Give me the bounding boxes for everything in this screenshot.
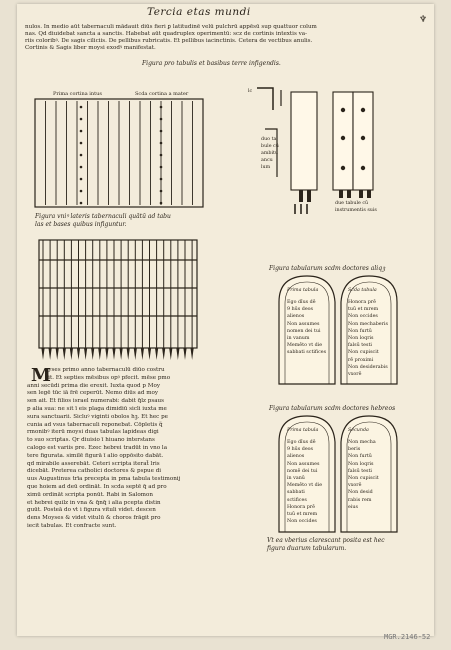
plank-note-line: instrumentis suis: [335, 208, 377, 213]
plank-pegs-illustration: [293, 202, 317, 218]
fence-spike: [169, 348, 172, 360]
tablet-line: Non cupiscit: [348, 476, 379, 481]
body-line: guūt. Posteā do vt i figura vituli videt. descen: [27, 507, 156, 514]
wall-label-right: Scda cortina a mater: [135, 91, 189, 97]
tablet-line: Non furtū: [348, 328, 372, 334]
base-note-line: duo ta: [261, 137, 277, 142]
tablet-line: sctifices: [287, 497, 307, 503]
fence-spike: [127, 348, 130, 360]
body-line: uus Augustinus trīa precepta in pma tabula testimonij: [27, 476, 181, 483]
fence-spike: [155, 348, 158, 360]
body-line: dicebāt. Preterea catholici doctores & pspue di: [27, 468, 162, 475]
fence-spike: [134, 348, 137, 360]
body-line: to suo scriptas. Qr diuisio ī hiuano interstans: [27, 437, 155, 444]
body-line: anni secūdi prima die erexit. Iuxta quod p Moy: [27, 382, 160, 389]
wall-peg: [160, 142, 163, 145]
tablet-line: nomen dei tui: [287, 328, 321, 334]
tablet-heading: Scda tabula: [348, 288, 377, 293]
figure-title: Figura pro tabulis et basibus terre infigendis.: [142, 60, 281, 67]
tablet-line: Non mechaberis: [348, 321, 388, 327]
fence-spike: [191, 348, 194, 360]
tablet-line: Non loqris: [348, 461, 374, 467]
fence-spike: [120, 348, 123, 360]
drop-cap: M: [31, 365, 51, 386]
body-line: que hoiem ad deū ordināt. In scda septē q̄ ad pro: [27, 484, 167, 490]
tablet-line: Non assumes: [287, 321, 320, 327]
body-line: calogo est variis pre. Ezec hebrei tradūt in vno la: [27, 445, 168, 451]
fence-spike: [141, 348, 144, 360]
body-line: iecit tabulas. Et confracte sunt.: [27, 523, 117, 529]
wall-peg: [80, 106, 83, 109]
tablet-line: Non occides: [348, 314, 378, 320]
wall-peg: [80, 190, 83, 193]
caption-tablets: figura duarum tabularum.: [267, 545, 347, 552]
wall-peg: [160, 130, 163, 133]
tablets-figure-title: Figura tabularum scdm doctores aliqꝫ: [269, 265, 386, 272]
tablet-line: Ego dīus dē: [287, 300, 316, 305]
wall-peg: [80, 130, 83, 133]
body-line: oyses primo anno tabernaculū diūo costru: [45, 367, 165, 373]
fence-spike: [98, 348, 101, 360]
wall-label-left: Prima cortina intus: [53, 91, 102, 97]
body-line: et hebrei quilz in vna & q̄nq̄ i alia pcepta distin: [27, 499, 161, 506]
fence-spike: [84, 348, 87, 360]
base-note-line: ancu: [261, 158, 273, 163]
tablet-line: alienos: [287, 454, 305, 460]
wall-peg: [160, 190, 163, 193]
fence-spike: [91, 348, 94, 360]
tablet-line: beris: [348, 447, 361, 453]
body-line: p alia sua: ne sit ī eis plaga dimidiū sicli iuxta me: [27, 406, 167, 412]
tablet-line: Ego dīus dē: [287, 440, 316, 445]
tablet-line: Non mecha: [348, 440, 376, 445]
tablet-line: Non cupiscit: [348, 350, 379, 356]
body-line: dens Moyses & videt vitulū & choros frāgit pro: [27, 515, 161, 522]
tabernacle-wall-illustration: [35, 99, 205, 209]
side-label-mark: lc: [248, 89, 253, 94]
fence-spike: [63, 348, 66, 360]
fence-spike: [112, 348, 115, 360]
tablet-line: Non assumes: [287, 461, 320, 467]
fence-spike: [162, 348, 165, 360]
caption-wall: las et bases quibus infiguntur.: [35, 221, 127, 228]
tablet-line: in vanum: [287, 336, 310, 341]
wall-peg: [160, 154, 163, 157]
running-title: Tercia etas mundi: [147, 6, 251, 18]
tablet-heading: Prima tabula: [287, 288, 319, 293]
fence-spike: [105, 348, 108, 360]
wall-peg: [80, 166, 83, 169]
tablet-line: Honora prē: [287, 504, 315, 510]
wall-peg: [160, 118, 163, 121]
tablet-line: sabbati sctifices: [287, 350, 327, 356]
tablet-line: Non desiderabis: [348, 364, 388, 370]
tablet-line: falsū testi: [348, 468, 372, 474]
wall-peg: [160, 178, 163, 181]
fence-spike: [70, 348, 73, 360]
body-line: qd mirabile asserebāt. Ceteri scripta iterat̄ lris: [27, 460, 160, 467]
fence-spike: [77, 348, 80, 360]
intro-line: Cortinis & Sagis liber moysi exodꝰ manifestat.: [25, 45, 156, 51]
tablet-line: tuū et mrem: [348, 307, 379, 313]
wall-peg: [80, 142, 83, 145]
base-note-line: ambitu: [261, 151, 279, 156]
base-note-line: lum: [261, 165, 271, 170]
tablet-line: rabis rem: [348, 497, 372, 503]
tablet-line: tuū et mrem: [287, 512, 318, 517]
archive-stamp: MGR.2146-52: [384, 633, 431, 641]
tablet-line: 9 hūs deos: [287, 307, 314, 313]
fence-spike: [148, 348, 151, 360]
tablet-line: Memēto vt die: [287, 483, 323, 489]
tablet-line: falsū testi: [348, 343, 372, 349]
intro-line: nas. Qd diuidebat sancta a sanctis. Habebat aūt quadruplex operimentū: scz de cortinis intextis va-: [25, 31, 307, 37]
tablet-line: Non loqris: [348, 336, 374, 341]
body-line: xit. Et septies mēsibus opꝰ pfecit. mēse pmo: [45, 374, 171, 381]
tablet-line: vxorē: [348, 483, 362, 489]
intro-line: nulos. In medio aūt tabernaculi mādauit diūs fieri ꝑ latitudinē velū pulchrū appēsū sup quattuor colum: [25, 24, 317, 30]
tablets-figure-title: Figura tabularum scdm doctores hebreos: [269, 405, 396, 412]
tablet-line: rē proximi: [348, 357, 374, 363]
tablet-line: Memēto vt die: [287, 343, 323, 349]
body-line: tere figurata. similē figurā ī alio oppōsito dabāt.: [27, 452, 164, 459]
caption-wall: Figura vniꝰ lateris tabernaculi quātū ad tabu: [35, 213, 171, 220]
wall-peg: [160, 202, 163, 205]
tablet-line: Honora prē: [348, 300, 376, 305]
tablet-heading: Prima tabula: [287, 428, 319, 433]
tablet-line: 9 hūs deos: [287, 447, 314, 453]
body-line: sen ait. Et filios israel numerabi: dabit q̄lz psaus: [27, 398, 164, 405]
wall-peg: [80, 154, 83, 157]
fence-spike: [41, 348, 44, 360]
body-line: rmonibꝰ iterū moysi duas tabulas lapideas digi: [27, 429, 159, 436]
plank-note-line: due tabule cū: [335, 201, 369, 206]
tablet-heading: Secunda: [348, 428, 369, 433]
body-line: ximū ordināt scripta ponūt. Rabi in Salomon: [27, 491, 153, 498]
folio-mark: ♆: [419, 15, 428, 25]
tablet-line: nomē dei tui: [287, 468, 318, 474]
fence-spike: [56, 348, 59, 360]
base-note-line: bule cū: [261, 144, 279, 149]
tablet-line: alienos: [287, 314, 305, 320]
tablet-line: sabbati: [287, 490, 305, 496]
fence-spike: [183, 348, 186, 360]
tablet-line: vxorē: [348, 372, 362, 377]
wall-peg: [80, 178, 83, 181]
wall-peg: [80, 118, 83, 121]
tablet-line: Non furtū: [348, 454, 372, 460]
tablet-line: Non desid: [348, 490, 373, 496]
tablet-line: in vanū: [287, 476, 305, 481]
body-line: sura sanctuarii. Sicluꝰ viginti obolos hꝫ. Et hec pe: [27, 413, 168, 420]
intro-line: riis coloribꝰ. De sagis ciliciis. De pellibus rubricatis. Et pellibus iacinctinis. Cetera de vectibus anulis.: [25, 38, 313, 44]
book-page: [17, 4, 434, 636]
wall-peg: [160, 166, 163, 169]
tablet-line: eius: [348, 504, 358, 510]
fence-spike: [176, 348, 179, 360]
tablet-line: Non occides: [287, 519, 317, 525]
body-line: cunia ad vsus tabernaculi reponebat. Cōpletis q̃: [27, 421, 163, 428]
court-fence-illustration: [39, 236, 199, 366]
fence-spike: [49, 348, 52, 360]
wall-peg: [80, 202, 83, 205]
body-line: sen legē tūc iā frē ceperūt. Nemo diūs ad moy: [27, 390, 159, 397]
caption-tablets: Vt ea vberius clarescant posita est hec: [267, 537, 385, 544]
wall-peg: [160, 106, 163, 109]
